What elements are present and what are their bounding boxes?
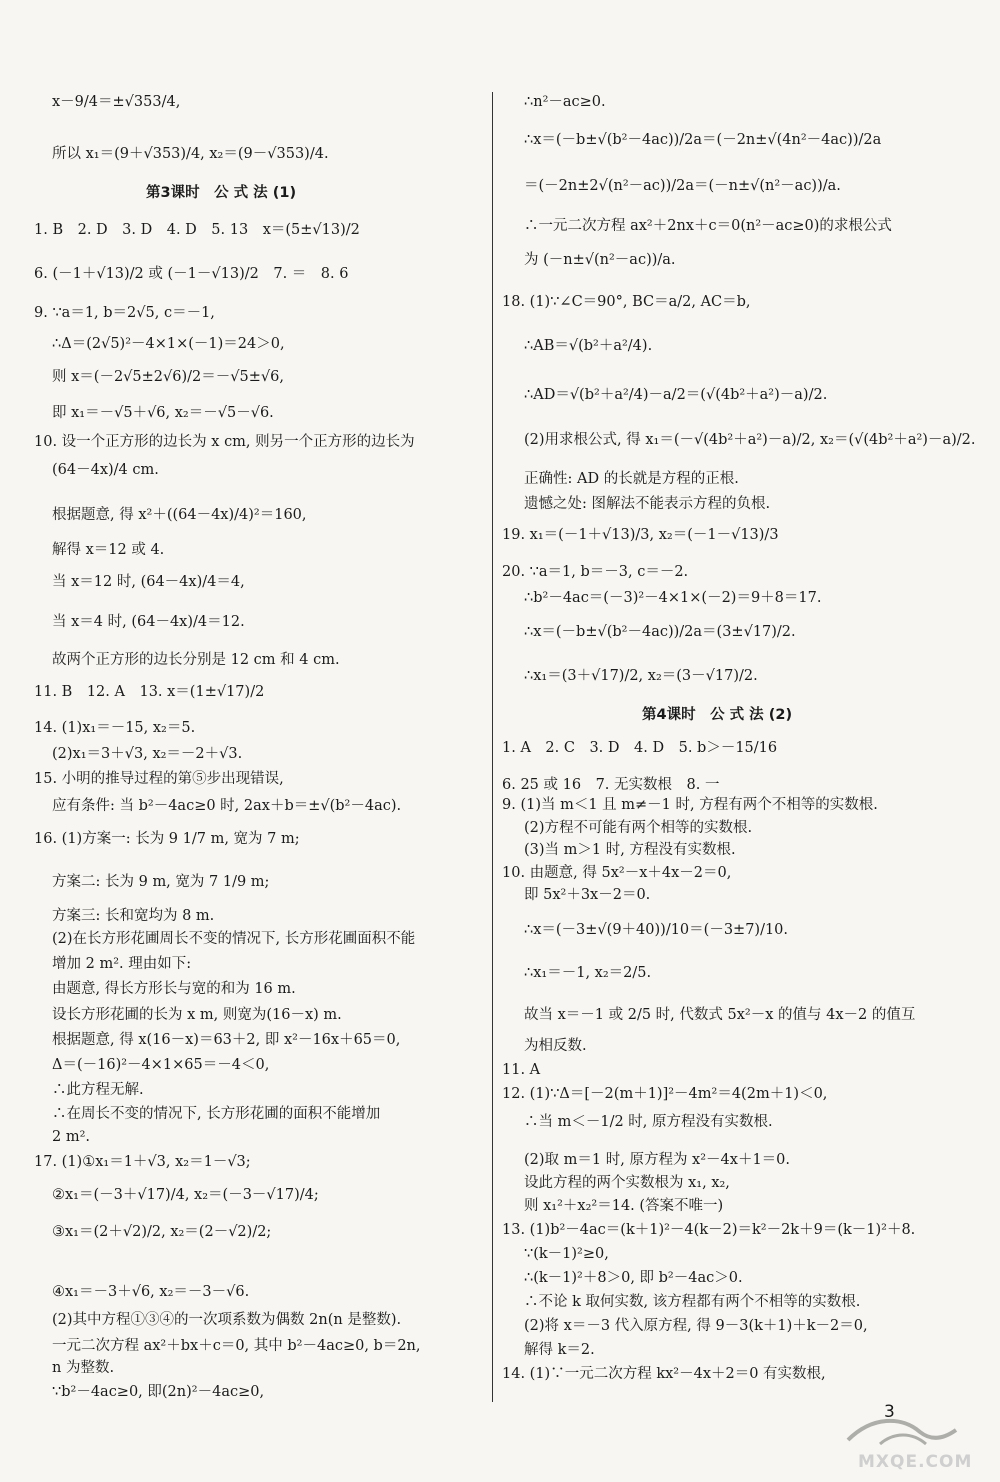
text-line: 即 5x²＋3x－2＝0.: [524, 887, 651, 903]
text-line: ∴b²－4ac＝(－3)²－4×1×(－2)＝9＋8＝17.: [524, 590, 822, 606]
text-line: ∴当 m＜－1/2 时, 原方程没有实数根.: [524, 1114, 773, 1130]
text-line: 增加 2 m². 理由如下:: [52, 956, 192, 972]
text-line: 14. (1)x₁＝－15, x₂＝5.: [34, 720, 196, 736]
text-line: ＝(－2n±2√(n²－ac))/2a＝(－n±√(n²－ac))/a.: [524, 178, 841, 194]
text-line: (2)其中方程①③④的一次项系数为偶数 2n(n 是整数).: [52, 1312, 402, 1328]
text-line: 则 x＝(－2√5±2√6)/2＝－√5±√6,: [52, 369, 284, 385]
text-line: (2)在长方形花圃周长不变的情况下, 长方形花圃面积不能: [52, 931, 416, 947]
section-heading: 第4课时 公 式 法 (2): [642, 707, 793, 723]
text-line: 10. 由题意, 得 5x²－x＋4x－2＝0,: [502, 865, 732, 881]
text-line: 所以 x₁＝(9＋√353)/4, x₂＝(9－√353)/4.: [52, 146, 329, 162]
text-line: ∴(k－1)²＋8＞0, 即 b²－4ac＞0.: [524, 1270, 743, 1286]
text-line: 20. ∵a＝1, b＝－3, c＝－2.: [502, 564, 689, 580]
text-line: (2)方程不可能有两个相等的实数根.: [524, 820, 753, 836]
text-line: 故两个正方形的边长分别是 12 cm 和 4 cm.: [52, 652, 340, 668]
text-line: 6. 25 或 16 7. 无实数根 8. 一: [502, 777, 720, 793]
text-line: (2)用求根公式, 得 x₁＝(－√(4b²＋a²)－a)/2, x₂＝(√(4b²＋a²)－a)/2.: [524, 432, 976, 448]
text-line: 当 x＝12 时, (64－4x)/4＝4,: [52, 574, 245, 590]
text-line: ∴x＝(－b±√(b²－4ac))/2a＝(3±√17)/2.: [524, 624, 796, 640]
text-line: 9. ∵a＝1, b＝2√5, c＝－1,: [34, 305, 215, 321]
text-line: 1. A 2. C 3. D 4. D 5. b＞－15/16: [502, 740, 778, 756]
text-line: 为相反数.: [524, 1038, 587, 1054]
column-divider: [492, 92, 493, 1402]
text-line: 10. 设一个正方形的边长为 x cm, 则另一个正方形的边长为: [34, 434, 415, 450]
text-line: 1. B 2. D 3. D 4. D 5. 13 x＝(5±√13)/2: [34, 222, 360, 238]
text-line: 方案三: 长和宽均为 8 m.: [52, 908, 215, 924]
text-line: 应有条件: 当 b²－4ac≥0 时, 2ax＋b＝±√(b²－4ac).: [52, 798, 402, 814]
text-line: 则 x₁²＋x₂²＝14. (答案不唯一): [524, 1198, 724, 1214]
text-line: (3)当 m＞1 时, 方程没有实数根.: [524, 842, 736, 858]
text-line: 9. (1)当 m＜1 且 m≠－1 时, 方程有两个不相等的实数根.: [502, 797, 878, 813]
watermark-text: MXQE.COM: [858, 1452, 973, 1472]
text-line: 11. A: [502, 1062, 541, 1078]
text-line: 正确性: AD 的长就是方程的正根.: [524, 471, 739, 487]
text-line: 遗憾之处: 图解法不能表示方程的负根.: [524, 496, 771, 512]
watermark-logo-icon: [842, 1410, 962, 1450]
text-line: ②x₁＝(－3＋√17)/4, x₂＝(－3－√17)/4;: [52, 1187, 319, 1203]
text-line: 2 m².: [52, 1129, 91, 1145]
text-line: ∵(k－1)²≥0,: [524, 1246, 609, 1262]
text-line: ∴x＝(－b±√(b²－4ac))/2a＝(－2n±√(4n²－4ac))/2a: [524, 132, 882, 148]
text-line: 方案二: 长为 9 m, 宽为 7 1/9 m;: [52, 874, 270, 890]
text-line: 12. (1)∵Δ＝[－2(m＋1)]²－4m²＝4(2m＋1)＜0,: [502, 1086, 828, 1102]
text-line: ∴AB＝√(b²＋a²/4).: [524, 338, 653, 354]
text-line: 解得 k＝2.: [524, 1342, 595, 1358]
text-line: ∴x＝(－3±√(9＋40))/10＝(－3±7)/10.: [524, 922, 789, 938]
text-line: ∴Δ＝(2√5)²－4×1×(－1)＝24＞0,: [52, 336, 285, 352]
text-line: ∴n²－ac≥0.: [524, 94, 606, 110]
text-line: 即 x₁＝－√5＋√6, x₂＝－√5－√6.: [52, 405, 274, 421]
text-line: ∴AD＝√(b²＋a²/4)－a/2＝(√(4b²＋a²)－a)/2.: [524, 387, 828, 403]
text-line: 18. (1)∵∠C＝90°, BC＝a/2, AC＝b,: [502, 294, 751, 310]
text-line: ∴一元二次方程 ax²＋2nx＋c＝0(n²－ac≥0)的求根公式: [524, 218, 892, 234]
text-line: n 为整数.: [52, 1360, 115, 1376]
text-line: ∴x₁＝(3＋√17)/2, x₂＝(3－√17)/2.: [524, 668, 758, 684]
text-line: 一元二次方程 ax²＋bx＋c＝0, 其中 b²－4ac≥0, b＝2n,: [52, 1338, 421, 1354]
text-line: Δ＝(－16)²－4×1×65＝－4＜0,: [52, 1057, 270, 1073]
text-line: 为 (－n±√(n²－ac))/a.: [524, 252, 676, 268]
text-line: 由题意, 得长方形长与宽的和为 16 m.: [52, 981, 296, 997]
text-line: 故当 x＝－1 或 2/5 时, 代数式 5x²－x 的值与 4x－2 的值互: [524, 1007, 916, 1023]
text-line: 设长方形花圃的长为 x m, 则宽为(16－x) m.: [52, 1007, 342, 1023]
text-line: 当 x＝4 时, (64－4x)/4＝12.: [52, 614, 245, 630]
text-line: (2)x₁＝3＋√3, x₂＝－2＋√3.: [52, 746, 243, 762]
text-line: (2)取 m＝1 时, 原方程为 x²－4x＋1＝0.: [524, 1152, 791, 1168]
text-line: 14. (1)∵一元二次方程 kx²－4x＋2＝0 有实数根,: [502, 1366, 826, 1382]
section-heading: 第3课时 公 式 法 (1): [146, 185, 297, 201]
text-line: 16. (1)方案一: 长为 9 1/7 m, 宽为 7 m;: [34, 831, 300, 847]
text-line: 13. (1)b²－4ac＝(k＋1)²－4(k－2)＝k²－2k＋9＝(k－1)²＋8.: [502, 1222, 916, 1238]
text-line: 11. B 12. A 13. x＝(1±√17)/2: [34, 684, 265, 700]
text-line: (64－4x)/4 cm.: [52, 462, 159, 478]
text-line: ∵b²－4ac≥0, 即(2n)²－4ac≥0,: [52, 1384, 265, 1400]
text-line: 根据题意, 得 x(16－x)＝63＋2, 即 x²－16x＋65＝0,: [52, 1032, 401, 1048]
text-line: ∴在周长不变的情况下, 长方形花圃的面积不能增加: [52, 1106, 381, 1122]
page-number: 3: [884, 1402, 895, 1422]
text-line: 19. x₁＝(－1＋√13)/3, x₂＝(－1－√13)/3: [502, 527, 779, 543]
text-line: 解得 x＝12 或 4.: [52, 542, 165, 558]
text-line: (2)将 x＝－3 代入原方程, 得 9－3(k＋1)＋k－2＝0,: [524, 1318, 868, 1334]
text-line: ③x₁＝(2＋√2)/2, x₂＝(2－√2)/2;: [52, 1224, 272, 1240]
text-line: ∴x₁＝－1, x₂＝2/5.: [524, 965, 652, 981]
text-line: 设此方程的两个实数根为 x₁, x₂,: [524, 1175, 730, 1191]
text-line: ∴此方程无解.: [52, 1082, 144, 1098]
text-line: 15. 小明的推导过程的第⑤步出现错误,: [34, 771, 284, 787]
text-line: x－9/4＝±√353/4,: [52, 94, 181, 110]
text-line: ④x₁＝－3＋√6, x₂＝－3－√6.: [52, 1284, 250, 1300]
text-line: 根据题意, 得 x²＋((64－4x)/4)²＝160,: [52, 507, 307, 523]
text-line: ∴不论 k 取何实数, 该方程都有两个不相等的实数根.: [524, 1294, 861, 1310]
text-line: 17. (1)①x₁＝1＋√3, x₂＝1－√3;: [34, 1154, 251, 1170]
text-line: 6. (－1＋√13)/2 或 (－1－√13)/2 7. ＝ 8. 6: [34, 266, 349, 282]
